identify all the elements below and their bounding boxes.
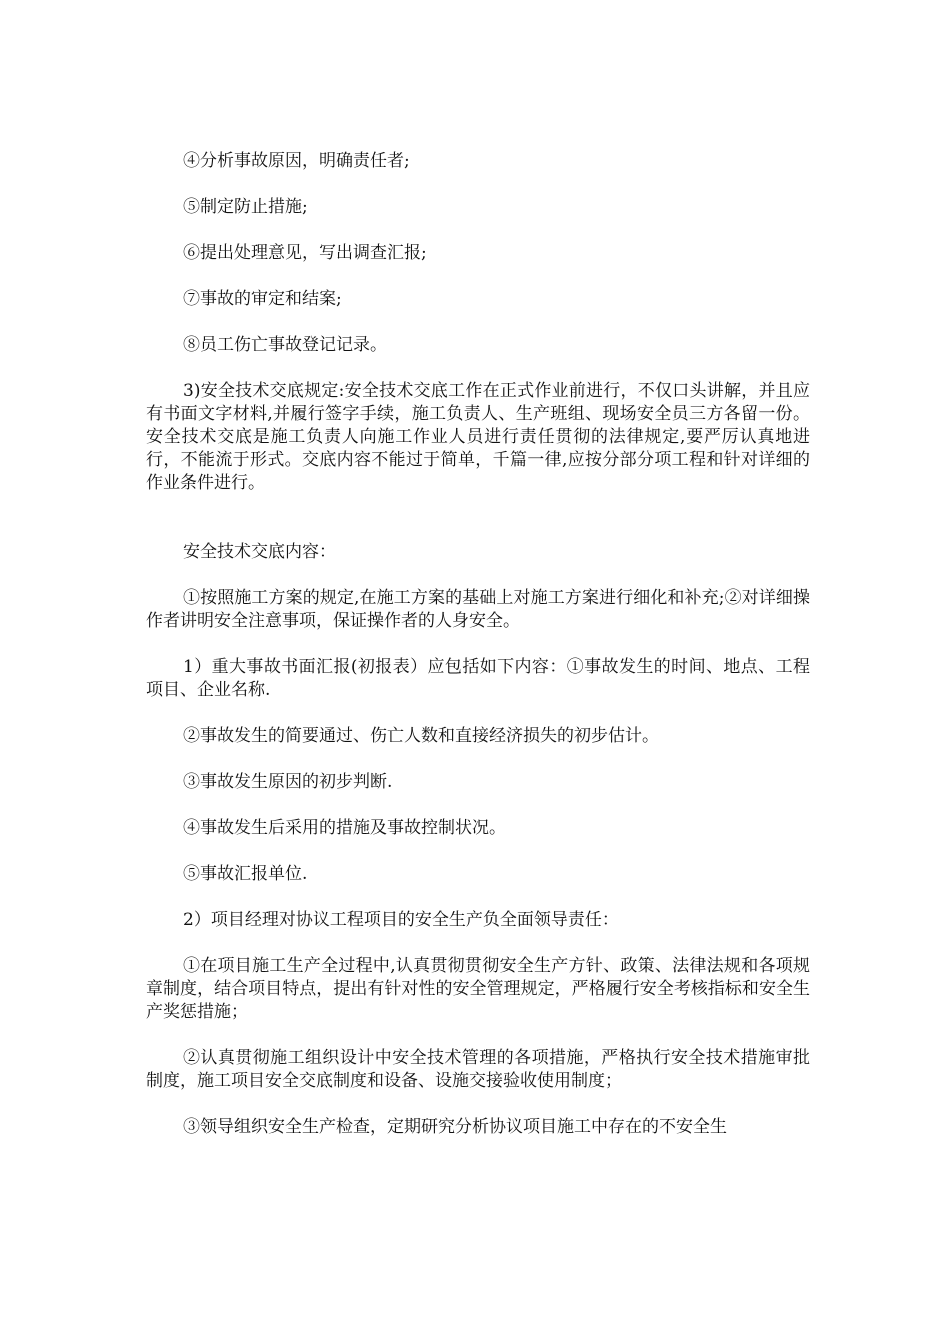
- paragraph-project-manager-responsibility: 2）项目经理对协议工程项目的安全生产负全面领导责任：: [183, 910, 619, 930]
- paragraph-responsibility-1: ①在项目施工生产全过程中,认真贯彻贯彻安全生产方针、政策、法律法规和各项规章制度，结合项目特点，提出有针对性的安全管理规定，严格履行安全考核指标和安全生产奖惩措施；: [146, 956, 810, 1022]
- paragraph-step-6: ⑥提出处理意见，写出调查汇报;: [183, 243, 427, 263]
- document-body: [146, 150, 810, 1162]
- paragraph-briefing-content: ①按照施工方案的规定,在施工方案的基础上对施工方案进行细化和补充;②对详细操作者讲明安全注意事项，保证操作者的人身安全。: [146, 588, 810, 631]
- paragraph-major-accident-report: 1）重大事故书面汇报(初报表）应包括如下内容：①事故发生的时间、地点、工程项目、企业名称.: [146, 657, 810, 700]
- paragraph-responsibility-3: ③领导组织安全生产检查，定期研究分析协议项目施工中存在的不安全生: [183, 1117, 727, 1137]
- paragraph-report-item-2: ②事故发生的简要通过、伤亡人数和直接经济损失的初步估计。: [183, 726, 659, 746]
- paragraph-step-4: ④分析事故原因，明确责任者;: [183, 151, 410, 171]
- paragraph-responsibility-2: ②认真贯彻施工组织设计中安全技术管理的各项措施，严格执行安全技术措施审批制度，施工项目安全交底制度和设备、设施交接验收使用制度；: [146, 1048, 810, 1091]
- paragraph-safety-briefing-heading: 安全技术交底内容：: [183, 542, 336, 562]
- paragraph-report-item-3: ③事故发生原因的初步判断.: [183, 772, 393, 792]
- paragraph-step-5: ⑤制定防止措施;: [183, 197, 308, 217]
- paragraph-report-item-5: ⑤事故汇报单位.: [183, 864, 308, 884]
- paragraph-safety-briefing-rules: 3)安全技术交底规定:安全技术交底工作在正式作业前进行，不仅口头讲解，并且应有书面文字材料,并履行签字手续，施工负责人、生产班组、现场安全员三方各留一份。安全技术交底是施工负责人向施工作业人员进行责任贯彻的法律规定,要严厉认真地进行，不能流于形式。交底内容不能过于简单，千篇一律,应按分部分项工程和针对详细的作业条件进行。: [146, 381, 810, 493]
- paragraph-step-7: ⑦事故的审定和结案;: [183, 289, 342, 309]
- paragraph-step-8: ⑧员工伤亡事故登记记录。: [183, 335, 387, 355]
- paragraph-report-item-4: ④事故发生后采用的措施及事故控制状况。: [183, 818, 506, 838]
